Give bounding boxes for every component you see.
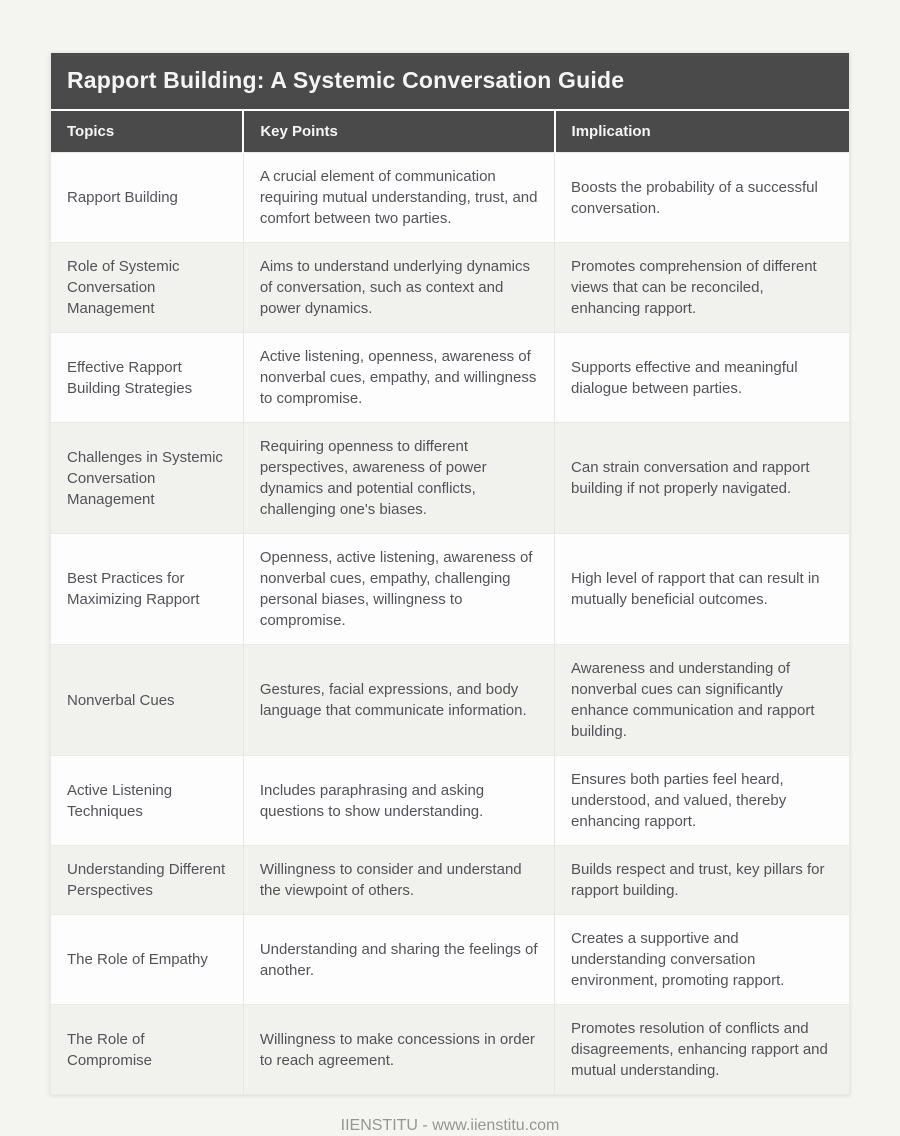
table-row <box>51 423 849 534</box>
topic-cell: Nonverbal Cues <box>51 645 243 756</box>
table-row <box>51 756 849 846</box>
key-points-cell: Requiring openness to different perspectives, awareness of power dynamics and potential conflicts, challenging one's biases. <box>243 423 554 534</box>
guide-card <box>50 52 850 1095</box>
table-row <box>51 1005 849 1095</box>
topic-cell: Rapport Building <box>51 153 243 243</box>
rapport-guide-table <box>51 109 849 1094</box>
key-points-cell: Openness, active listening, awareness of nonverbal cues, empathy, challenging personal biases, willingness to compromise. <box>243 534 554 645</box>
page-title: Rapport Building: A Systemic Conversation Guide <box>51 53 849 109</box>
table-row <box>51 243 849 333</box>
implication-cell: Awareness and understanding of nonverbal cues can significantly enhance communication and rapport building. <box>555 645 849 756</box>
topic-cell: The Role of Compromise <box>51 1005 243 1095</box>
implication-cell: Can strain conversation and rapport building if not properly navigated. <box>555 423 849 534</box>
key-points-cell: Active listening, openness, awareness of nonverbal cues, empathy, and willingness to compromise. <box>243 333 554 423</box>
topic-cell: Understanding Different Perspectives <box>51 846 243 915</box>
key-points-cell: Aims to understand underlying dynamics of conversation, such as context and power dynamics. <box>243 243 554 333</box>
topic-cell: Challenges in Systemic Conversation Management <box>51 423 243 534</box>
implication-cell: Boosts the probability of a successful conversation. <box>555 153 849 243</box>
key-points-cell: Willingness to make concessions in order to reach agreement. <box>243 1005 554 1095</box>
column-header-key-points: Key Points <box>243 110 554 153</box>
implication-cell: Promotes resolution of conflicts and disagreements, enhancing rapport and mutual understanding. <box>555 1005 849 1095</box>
topic-cell: Role of Systemic Conversation Management <box>51 243 243 333</box>
implication-cell: Ensures both parties feel heard, understood, and valued, thereby enhancing rapport. <box>555 756 849 846</box>
implication-cell: Promotes comprehension of different views that can be reconciled, enhancing rapport. <box>555 243 849 333</box>
table-row <box>51 534 849 645</box>
table-row <box>51 846 849 915</box>
column-header-implication: Implication <box>555 110 849 153</box>
topic-cell: Active Listening Techniques <box>51 756 243 846</box>
table-body <box>51 153 849 1095</box>
key-points-cell: Understanding and sharing the feelings of another. <box>243 915 554 1005</box>
header-row <box>51 110 849 153</box>
implication-cell: High level of rapport that can result in mutually beneficial outcomes. <box>555 534 849 645</box>
key-points-cell: Willingness to consider and understand the viewpoint of others. <box>243 846 554 915</box>
table-row <box>51 153 849 243</box>
column-header-topics: Topics <box>51 110 243 153</box>
table-row <box>51 645 849 756</box>
table-row <box>51 333 849 423</box>
table-header <box>51 110 849 153</box>
key-points-cell: Gestures, facial expressions, and body language that communicate information. <box>243 645 554 756</box>
topic-cell: The Role of Empathy <box>51 915 243 1005</box>
implication-cell: Builds respect and trust, key pillars for rapport building. <box>555 846 849 915</box>
topic-cell: Effective Rapport Building Strategies <box>51 333 243 423</box>
implication-cell: Supports effective and meaningful dialogue between parties. <box>555 333 849 423</box>
implication-cell: Creates a supportive and understanding conversation environment, promoting rapport. <box>555 915 849 1005</box>
key-points-cell: Includes paraphrasing and asking questions to show understanding. <box>243 756 554 846</box>
table-row <box>51 915 849 1005</box>
footer-credit: IIENSTITU - www.iienstitu.com <box>340 1117 560 1134</box>
topic-cell: Best Practices for Maximizing Rapport <box>51 534 243 645</box>
key-points-cell: A crucial element of communication requiring mutual understanding, trust, and comfort between two parties. <box>243 153 554 243</box>
